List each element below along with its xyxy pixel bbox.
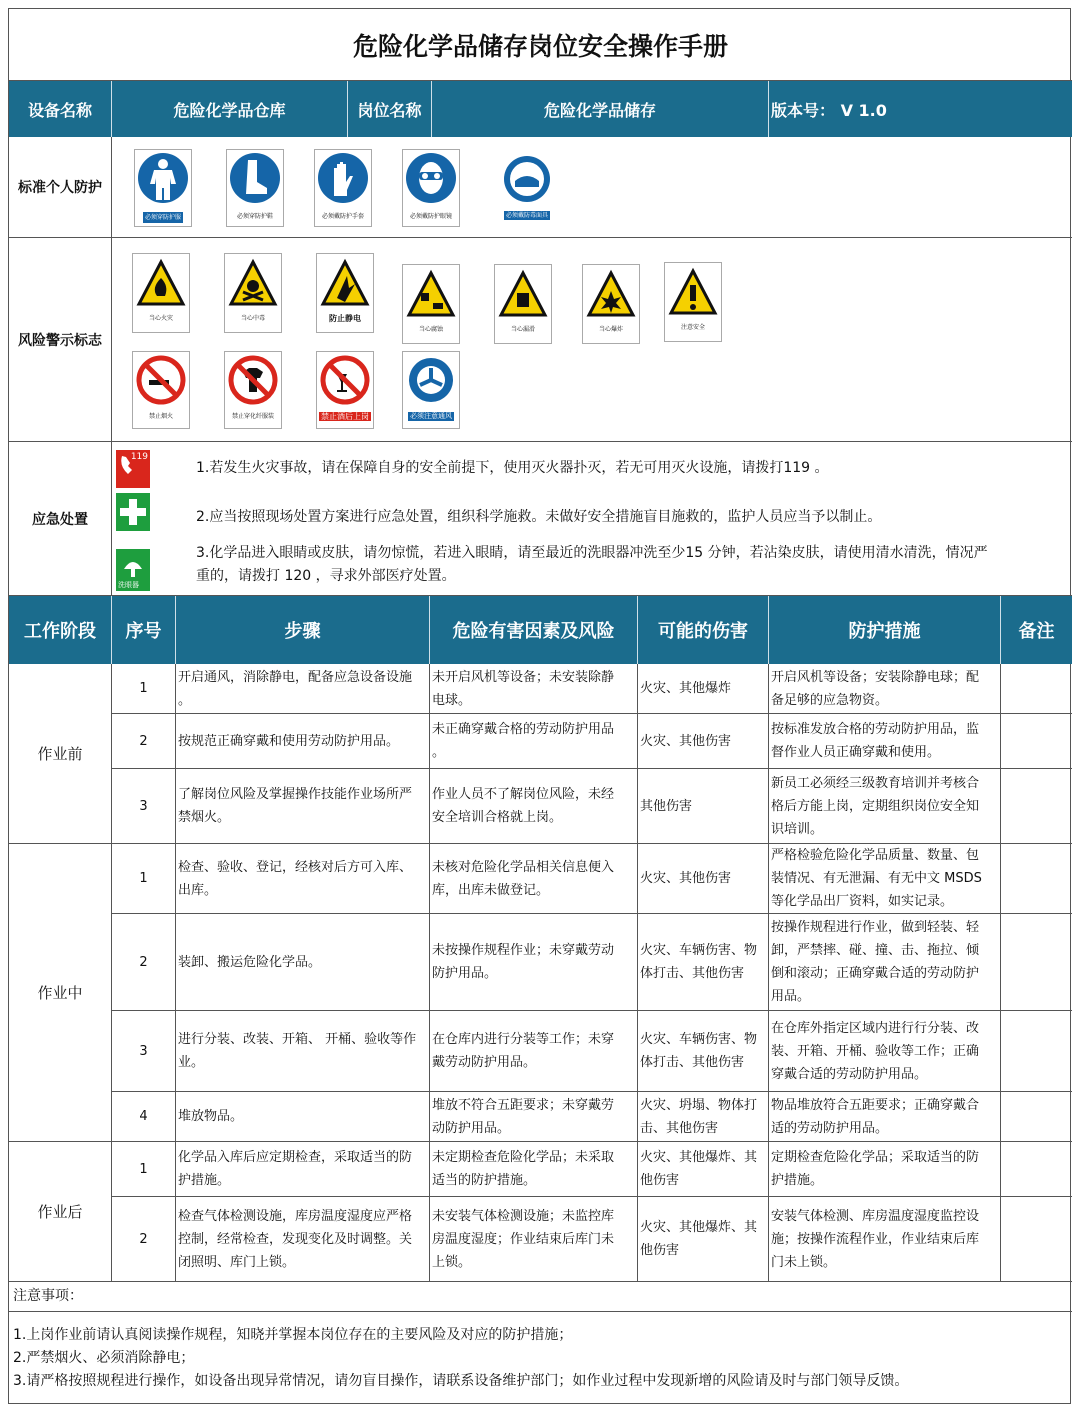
cell-text bbox=[640, 939, 757, 985]
cell-line: 其他伤害 bbox=[640, 798, 693, 814]
cell-line: 房温度湿度；作业结束后库门未 bbox=[432, 1231, 615, 1247]
cell-line: 火灾、其他伤害 bbox=[640, 733, 732, 749]
cell-line: 他伤害 bbox=[640, 1173, 680, 1188]
cell-line: 开启风机等设备；安装除静电球；配 bbox=[771, 669, 980, 685]
cell-text bbox=[178, 951, 321, 974]
cell-line: 进行分装、改装、开箱、 开桶、验收等作 bbox=[178, 1032, 417, 1047]
table-cell-measure bbox=[769, 1092, 1001, 1142]
emergency-item-3: 3.化学品进入眼睛或皮肤，请勿惊慌，若进入眼睛，请至最近的洗眼器冲洗至少15 分钟，若沾染皮肤，请使用清水清洗，情况严 bbox=[196, 545, 988, 561]
cell-text: 2 bbox=[139, 954, 148, 970]
sign-label: 禁止烟火 bbox=[148, 413, 173, 420]
cell-text bbox=[771, 1017, 979, 1086]
table-cell-harm bbox=[638, 844, 769, 914]
cell-text bbox=[640, 1028, 757, 1074]
note-item-1: 1.上岗作业前请认真阅读操作规程，知晓并掌握本岗位存在的主要风险及对应的防护措施； bbox=[13, 1327, 573, 1343]
cell-text bbox=[640, 1094, 757, 1140]
no-synthetic-clothing-icon bbox=[227, 352, 279, 410]
col-header-harm: 可能的伤害 bbox=[638, 596, 769, 664]
table-cell-harm bbox=[638, 769, 769, 844]
table-cell-measure bbox=[769, 844, 1001, 914]
table-cell-remark bbox=[1001, 914, 1072, 1011]
device-name-value: 危险化学品仓库 bbox=[112, 81, 348, 137]
cell-line: 在仓库内进行分装等工作；未穿 bbox=[432, 1032, 615, 1047]
sign-label: 防止静电 bbox=[329, 314, 361, 323]
eyewash-label: 洗眼器 bbox=[118, 581, 139, 589]
sign-label: 必须戴防护眼镜 bbox=[409, 213, 452, 220]
stage-during: 作业中 bbox=[9, 844, 112, 1142]
explosion-icon bbox=[585, 265, 637, 323]
table-cell-harm bbox=[638, 1011, 769, 1092]
cell-line: 火灾、其他爆炸、其 bbox=[640, 1220, 758, 1235]
table-cell-measure bbox=[769, 914, 1001, 1011]
corrosion-icon bbox=[405, 265, 457, 323]
cell-line: 适的劳动防护用品。 bbox=[771, 1120, 889, 1136]
notes-title: 注意事项： bbox=[13, 1288, 83, 1304]
page-title: 危险化学品储存岗位安全操作手册 bbox=[9, 9, 1072, 81]
cell-line: 督作业人员正确穿戴和使用。 bbox=[771, 745, 941, 760]
cell-line: 穿戴合适的劳动防护用品。 bbox=[771, 1066, 928, 1082]
cell-line: 出库。 bbox=[178, 882, 218, 898]
cell-text bbox=[432, 1028, 614, 1074]
table-cell-risk bbox=[430, 1092, 638, 1142]
table-cell-remark bbox=[1001, 769, 1072, 844]
table-cell-no bbox=[112, 714, 176, 769]
cell-line: 倒和滚动；正确穿戴合适的劳动防护 bbox=[771, 966, 980, 981]
table-cell-measure bbox=[769, 1197, 1001, 1282]
col-header-stage: 工作阶段 bbox=[9, 596, 112, 664]
sign-label: 必须戴防护手套 bbox=[321, 213, 364, 220]
cell-text bbox=[771, 1146, 979, 1192]
cell-text bbox=[640, 1146, 757, 1192]
cell-line: 未安装气体检测设施；未监控库 bbox=[432, 1208, 615, 1224]
cell-text: 3 bbox=[139, 1043, 148, 1059]
table-cell-no bbox=[112, 1092, 176, 1142]
cell-text bbox=[432, 939, 614, 985]
warning-signs-label: 风险警示标志 bbox=[9, 238, 112, 442]
cell-line: 格后方能上岗，定期组织岗位安全知 bbox=[771, 798, 980, 814]
manual-sheet bbox=[8, 8, 1071, 1404]
table-cell-remark bbox=[1001, 1197, 1072, 1282]
table-cell-remark bbox=[1001, 1142, 1072, 1197]
cell-line: 化学品入库后应定期检查，采取适当的防 bbox=[178, 1150, 413, 1165]
goggles-icon bbox=[405, 150, 457, 210]
cell-line: 护措施。 bbox=[771, 1173, 824, 1188]
emergency-number: 119 bbox=[130, 452, 148, 462]
cell-text: 3 bbox=[139, 798, 148, 814]
sign-label: 必须穿防护服 bbox=[144, 214, 181, 221]
sign-label: 注意安全 bbox=[680, 324, 705, 331]
cell-line: 火灾、其他伤害 bbox=[640, 871, 732, 886]
cell-text bbox=[771, 772, 979, 841]
table-cell-no bbox=[112, 1142, 176, 1197]
cell-line: 。 bbox=[178, 692, 192, 708]
cell-text bbox=[771, 666, 979, 712]
cell-text bbox=[178, 1146, 412, 1192]
cell-line: 未核对危险化学品相关信息便入 bbox=[432, 859, 615, 875]
table-cell-measure bbox=[769, 664, 1001, 714]
table-cell-measure bbox=[769, 769, 1001, 844]
anti-static-sign bbox=[316, 253, 374, 333]
table-cell-step bbox=[176, 1197, 430, 1282]
cell-text bbox=[432, 1094, 614, 1140]
notes-title-row bbox=[9, 1282, 1072, 1312]
protective-suit-icon bbox=[137, 150, 189, 210]
cell-text bbox=[640, 677, 731, 700]
table-cell-harm bbox=[638, 1092, 769, 1142]
cell-text: 2 bbox=[139, 1231, 148, 1247]
col-header-remark: 备注 bbox=[1001, 596, 1072, 664]
cell-text: 4 bbox=[139, 1109, 148, 1124]
sign-label: 当心腐蚀 bbox=[418, 326, 443, 333]
cell-line: 安全培训合格就上岗。 bbox=[432, 810, 563, 825]
col-header-no: 序号 bbox=[112, 596, 176, 664]
sign-label: 当心中毒 bbox=[240, 315, 265, 322]
cell-line: 未定期检查危险化学品；未采取 bbox=[432, 1150, 615, 1165]
cell-text bbox=[178, 666, 412, 712]
fire-warning-icon bbox=[135, 254, 187, 312]
cell-line: 上锁。 bbox=[432, 1254, 472, 1270]
cell-line: 等化学品出厂资料，如实记录。 bbox=[771, 894, 954, 909]
table-cell-risk bbox=[430, 1142, 638, 1197]
cell-line: 未按操作规程作业；未穿戴劳动 bbox=[432, 943, 615, 958]
cell-line: 库，出库未做登记。 bbox=[432, 882, 550, 898]
cell-text bbox=[178, 1105, 243, 1128]
table-cell-no bbox=[112, 664, 176, 714]
post-name-label: 岗位名称 bbox=[348, 81, 432, 137]
table-cell-step bbox=[176, 664, 430, 714]
cell-line: 物品堆放符合五距要求；正确穿戴合 bbox=[771, 1097, 980, 1113]
fire-phone-icon bbox=[116, 450, 150, 488]
ppe-label: 标准个人防护 bbox=[9, 137, 112, 238]
cell-line: 未开启风机等设备；未安装除静 bbox=[432, 669, 615, 685]
cell-line: 防护用品。 bbox=[432, 966, 498, 981]
table-cell-risk bbox=[430, 914, 638, 1011]
ppe-signs-area bbox=[112, 137, 1072, 238]
table-cell-step bbox=[176, 769, 430, 844]
cell-line: 按标准发放合格的劳动防护用品，监 bbox=[771, 722, 980, 737]
sign-label: 必须戴防毒面具 bbox=[505, 212, 548, 219]
corrosion-warning-sign bbox=[402, 264, 460, 344]
table-cell-risk bbox=[430, 844, 638, 914]
cell-text: 2 bbox=[139, 733, 148, 749]
emergency-item-1: 1.若发生火灾事故，请在保障自身的安全前提下，使用灭火器扑灭，若无可用灭火设施，请拨打119 。 bbox=[196, 460, 829, 476]
ventilation-fan-icon bbox=[405, 352, 457, 410]
cell-line: 闭照明、库门上锁。 bbox=[178, 1254, 296, 1270]
boots-icon bbox=[229, 150, 281, 210]
col-header-measure: 防护措施 bbox=[769, 596, 1001, 664]
cell-line: 动防护用品。 bbox=[432, 1120, 511, 1136]
version-number: 版本号： V 1.0 bbox=[769, 81, 1072, 137]
cell-line: 了解岗位风险及掌握操作技能作业场所严 bbox=[178, 787, 413, 802]
table-cell-no bbox=[112, 1197, 176, 1282]
table-cell-step bbox=[176, 1142, 430, 1197]
poison-warning-sign bbox=[224, 253, 282, 333]
cell-line: 备足够的应急物资。 bbox=[771, 692, 889, 708]
cell-line: 电球。 bbox=[432, 692, 472, 708]
sign-label: 当心火灾 bbox=[148, 315, 173, 322]
cell-text bbox=[178, 1205, 412, 1274]
note-item-2: 2.严禁烟火、必须消除静电； bbox=[13, 1350, 195, 1366]
col-header-step: 步骤 bbox=[176, 596, 430, 664]
cell-line: 火灾、坍塌、物体打 bbox=[640, 1097, 758, 1113]
table-cell-harm bbox=[638, 914, 769, 1011]
table-cell-remark bbox=[1001, 1011, 1072, 1092]
table-cell-remark bbox=[1001, 714, 1072, 769]
sign-label: 必须穿防护鞋 bbox=[236, 213, 273, 220]
cell-line: 火灾、其他爆炸 bbox=[640, 681, 732, 696]
cell-text: 1 bbox=[139, 1161, 148, 1177]
slip-warning-sign bbox=[494, 264, 552, 344]
cell-text bbox=[178, 856, 412, 902]
cell-text bbox=[640, 867, 731, 890]
cell-line: 堆放物品。 bbox=[178, 1109, 244, 1124]
cell-text bbox=[771, 1205, 979, 1274]
sign-label: 必须注意通风 bbox=[410, 412, 452, 420]
cell-line: 他伤害 bbox=[640, 1243, 680, 1258]
table-cell-step bbox=[176, 914, 430, 1011]
emergency-item-2: 2.应当按照现场处置方案进行应急处置，组织科学施救。未做好安全措施盲目施救的，监护人员应当予以制止。 bbox=[196, 509, 882, 525]
ventilation-sign bbox=[402, 351, 460, 429]
eyewash-icon bbox=[116, 549, 150, 591]
post-name-value: 危险化学品储存 bbox=[432, 81, 769, 137]
cell-line: 体打击、其他伤害 bbox=[640, 1055, 745, 1070]
cell-line: 门未上锁。 bbox=[771, 1254, 837, 1270]
table-cell-risk bbox=[430, 1197, 638, 1282]
warning-signs-area bbox=[112, 238, 1072, 442]
table-cell-step bbox=[176, 844, 430, 914]
table-cell-harm bbox=[638, 1197, 769, 1282]
cell-line: 作业人员不了解岗位风险，未经 bbox=[432, 787, 615, 802]
cell-text bbox=[432, 1146, 614, 1192]
cell-text: 1 bbox=[139, 871, 148, 886]
cell-line: 按规范正确穿戴和使用劳动防护用品。 bbox=[178, 733, 400, 749]
table-cell-no bbox=[112, 844, 176, 914]
table-cell-measure bbox=[769, 1142, 1001, 1197]
table-cell-risk bbox=[430, 714, 638, 769]
cell-text bbox=[771, 1094, 979, 1140]
cell-line: 火灾、车辆伤害、物 bbox=[640, 1032, 758, 1047]
static-warning-icon bbox=[319, 254, 371, 312]
stage-before: 作业前 bbox=[9, 664, 112, 844]
device-name-label: 设备名称 bbox=[9, 81, 112, 137]
fire-warning-sign bbox=[132, 253, 190, 333]
cell-line: 卸，严禁摔、碰、撞、击、拖拉、倾 bbox=[771, 943, 980, 958]
gas-mask-sign bbox=[498, 149, 556, 227]
cell-text bbox=[640, 795, 692, 818]
cell-line: 按操作规程进行作业，做到轻装、轻 bbox=[771, 920, 980, 935]
gloves-icon bbox=[317, 150, 369, 210]
cell-line: 在仓库外指定区域内进行行分装、改 bbox=[771, 1020, 980, 1036]
protective-gloves-sign bbox=[314, 149, 372, 227]
cell-text bbox=[178, 730, 399, 753]
protective-shoes-sign bbox=[226, 149, 284, 227]
sign-label: 当心爆炸 bbox=[598, 326, 623, 333]
cell-text bbox=[640, 1216, 757, 1262]
cell-line: 施；按操作流程作业，作业结束后库 bbox=[771, 1231, 980, 1247]
cell-line: 装卸、搬运危险化学品。 bbox=[178, 954, 322, 970]
cell-line: 适当的防护措施。 bbox=[432, 1173, 537, 1188]
protective-goggles-sign bbox=[402, 149, 460, 227]
cell-line: 火灾、其他爆炸、其 bbox=[640, 1150, 758, 1165]
cell-line: 控制，经常检查，发现变化及时调整。关 bbox=[178, 1231, 413, 1247]
table-cell-risk bbox=[430, 1011, 638, 1092]
skull-icon bbox=[227, 254, 279, 312]
cell-line: 装、开箱、开桶、验收等工作；正确 bbox=[771, 1043, 980, 1059]
table-cell-remark bbox=[1001, 664, 1072, 714]
cell-text bbox=[178, 783, 412, 829]
note-item-3: 3.请严格按照规程进行操作，如设备出现异常情况，请勿盲目操作，请联系设备维护部门；如作业过程中发现新增的风险请及时与部门领导反馈。 bbox=[13, 1373, 909, 1389]
cell-line: 检查、验收、登记，经核对后方可入库、 bbox=[178, 859, 413, 875]
table-cell-remark bbox=[1001, 844, 1072, 914]
table-cell-risk bbox=[430, 664, 638, 714]
explosion-warning-sign bbox=[582, 264, 640, 344]
no-smoking-icon bbox=[135, 352, 187, 410]
table-cell-measure bbox=[769, 1011, 1001, 1092]
table-cell-no bbox=[112, 1011, 176, 1092]
cell-line: 堆放不符合五距要求；未穿戴劳 bbox=[432, 1097, 615, 1113]
cell-line: 禁烟火。 bbox=[178, 810, 231, 825]
cell-line: 定期检查危险化学品；采取适当的防 bbox=[771, 1150, 980, 1165]
table-cell-risk bbox=[430, 769, 638, 844]
cell-text bbox=[771, 844, 982, 913]
sign-label: 当心漏滑 bbox=[510, 326, 535, 333]
cell-text bbox=[771, 718, 979, 764]
cell-line: 检查气体检测设施，库房温度湿度应严格 bbox=[178, 1208, 413, 1224]
cell-line: 火灾、车辆伤害、物 bbox=[640, 943, 758, 958]
cell-text bbox=[432, 666, 614, 712]
table-cell-step bbox=[176, 714, 430, 769]
cell-line: 新员工必须经三级教育培训并考核合 bbox=[771, 775, 980, 791]
cell-text bbox=[771, 916, 979, 1008]
no-alcohol-icon bbox=[319, 352, 371, 410]
cell-text bbox=[432, 856, 614, 902]
table-cell-remark bbox=[1001, 1092, 1072, 1142]
emergency-item-3-cont: 重的，请拨打 120 ，寻求外部医疗处置。 bbox=[196, 568, 456, 584]
table-cell-no bbox=[112, 769, 176, 844]
cell-line: 护措施。 bbox=[178, 1173, 231, 1188]
col-header-risk: 危险有害因素及风险 bbox=[430, 596, 638, 664]
leak-icon bbox=[497, 265, 549, 323]
cell-text bbox=[432, 783, 614, 829]
exclamation-icon bbox=[667, 263, 719, 321]
cell-line: 业。 bbox=[178, 1055, 205, 1070]
table-cell-measure bbox=[769, 714, 1001, 769]
cell-line: 用品。 bbox=[771, 989, 811, 1004]
cell-line: 装情况、有无泄漏、有无中文 MSDS bbox=[771, 871, 982, 886]
no-drinking-sign bbox=[316, 351, 374, 429]
cell-text bbox=[432, 718, 614, 764]
emergency-label: 应急处置 bbox=[9, 442, 112, 596]
sign-label: 禁止穿化纤服装 bbox=[231, 413, 274, 420]
first-aid-icon bbox=[116, 493, 150, 531]
cell-line: 。 bbox=[432, 745, 446, 760]
table-cell-harm bbox=[638, 664, 769, 714]
table-cell-step bbox=[176, 1092, 430, 1142]
no-fire-sign bbox=[132, 351, 190, 429]
cell-line: 击、其他伤害 bbox=[640, 1120, 719, 1136]
cell-text bbox=[178, 1028, 416, 1074]
cell-text bbox=[432, 1205, 614, 1274]
table-cell-harm bbox=[638, 1142, 769, 1197]
table-cell-step bbox=[176, 1011, 430, 1092]
cell-line: 戴劳动防护用品。 bbox=[432, 1055, 537, 1070]
cell-text: 1 bbox=[139, 681, 148, 696]
cell-line: 体打击、其他伤害 bbox=[640, 966, 745, 981]
cell-line: 开启通风，消除静电，配备应急设备设施 bbox=[178, 669, 413, 685]
cell-line: 安装气体检测、库房温度湿度监控设 bbox=[771, 1208, 980, 1224]
table-cell-harm bbox=[638, 714, 769, 769]
table-cell-no bbox=[112, 914, 176, 1011]
sign-label: 禁止酒后上岗 bbox=[321, 412, 369, 421]
gas-mask-icon bbox=[501, 149, 553, 209]
stage-after: 作业后 bbox=[9, 1142, 112, 1282]
cell-line: 严格检验危险化学品质量、数量、包 bbox=[771, 848, 980, 863]
cell-text bbox=[640, 730, 731, 753]
no-synthetic-clothing-sign bbox=[224, 351, 282, 429]
protective-suit-sign bbox=[134, 149, 192, 227]
caution-sign bbox=[664, 262, 722, 342]
cell-line: 未正确穿戴合格的劳动防护用品 bbox=[432, 722, 615, 737]
cell-line: 识培训。 bbox=[771, 821, 824, 837]
